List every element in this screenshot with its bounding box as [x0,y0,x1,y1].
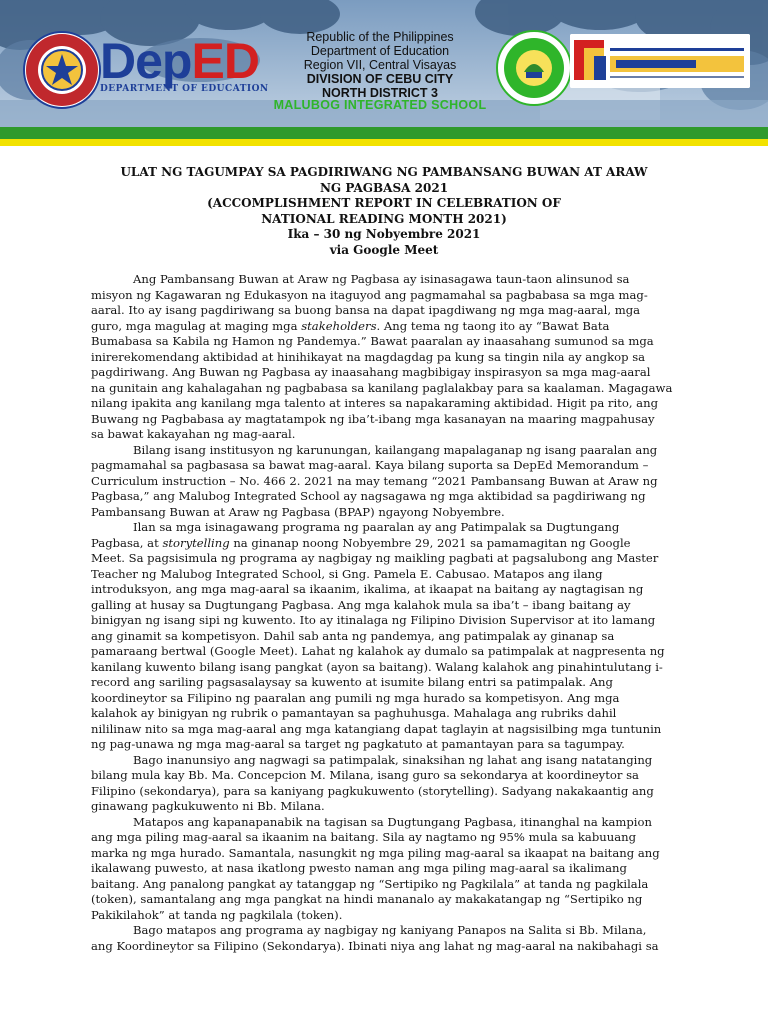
text-line: Filipino (sekondarya), para sa kaniyang pagkukuwento (storytelling). Sadyang nakakaantig ang [91,783,654,798]
deped-letter: D [100,33,136,89]
district-line: NORTH DISTRICT 3 [322,86,438,100]
title-line: NATIONAL READING MONTH 2021) [261,211,507,226]
green-divider-band [0,127,768,139]
title-line: (ACCOMPLISHMENT REPORT IN CELEBRATION OF [207,196,561,211]
text-line: sa bawat kakayahan ng mag-aaral. [91,427,296,441]
paragraph-intro [91,272,675,443]
text-line [91,536,675,552]
department-line: Department of Education [310,44,450,58]
school-seal-logo [496,30,572,106]
report-body [91,272,675,954]
title-line: NG PAGBASA 2021 [319,180,449,195]
text-line: Teacher ng Malubog Integrated School, si Gng. Pamela E. Cabusao. Matapos ang ilang [91,566,603,581]
text-line: Bago matapos ang programa ay nagbigay ng kaniyang Panapos na Salita si Bb. Milana, [133,923,647,937]
text-line: Buwang ng Pagbabasa ay magtatampok ng iba’t-ibang mga kasanayan na maaring magpahusay [91,411,655,426]
text-line: Matapos ang kapanapanabik na tagisan sa Dugtungang Pagbasa, itinanghal na kampion [133,814,652,829]
text-line: Bago inanunsiyo ang nagwagi sa patimpalak, sinaksihan ng lahat ang isang natatanging [133,752,653,767]
text-line [91,319,675,335]
text-line: ikalawang puwesto, at nasa ikatlong pwesto naman ang mga piling mag-aaral sa ikalimang [91,861,627,875]
text-line: ginawang pagkukuwento ni Bb. Milana. [91,799,325,813]
text-line: ng pag-unawa ng mga mag-aaral sa target ng pagkatuto at pamantayan para sa tagumpay. [91,737,625,751]
text-line: kalahok ay binigyan ng rubrik o pamantayan sa paghuhusga. Mahalaga ang rubriks dahil [91,706,617,720]
division-seal-logo [22,30,102,110]
text-line: (token), samantalang ang mga pangkat na hindi mananalo ay makakatangap ng “Sertipiko ng [91,892,643,906]
text-span: na ginanap noong Nobyembre 29, 2021 sa pamamagitan ng Google [229,535,631,550]
date-line: Ika – 30 ng Nobyembre 2021 [287,227,481,242]
text-line: Bumabasa sa Kabila ng Hamon ng Pandemya.” Bawat paaralan ay inaasahang sumunod sa mga [91,334,654,348]
deped-letter: E [191,33,224,89]
text-line: pamaraang bertwal (Google Meet). Lahat ng kalahok ay dumalo sa patimpalak at nagpresenta ng [91,644,665,658]
text-line: bilang mula kay Bb. Ma. Concepcion M. Milana, isang guro sa sekondarya at koordineytor sa [91,768,639,782]
text-span: guro, mga magulag at maging mga [91,318,302,333]
text-span: . Ang tema ng taong ito ay “Bawat Bata [376,318,610,333]
text-line: aaral. Ito ay isang pagdiriwang sa buong bansa na dapat ipagdiwang ng mga mag-aaral, mga [91,303,641,317]
paragraph-programs [91,520,675,753]
deped-letter: e [135,33,162,89]
text-line: kanilang kuwento bilang isang pangkat (ayon sa baitang). Walang kalahok ang pinahintulutang i- [91,659,663,674]
deped-subtitle: DEPARTMENT OF EDUCATION [100,84,269,94]
text-line: Ilan sa mga isinagawang programa ng paaralan ay ang Patimpalak sa Dugtungang [133,520,620,534]
paragraph-memorandum [91,443,675,521]
text-line: Curriculum instruction – No. 466 2. 2021 na may temang “2021 Pambansang Buwan at Araw ng [91,473,658,488]
text-line: inirerekomendang aktibidad at hinihikayat na magdagdag pa kung sa tingin nila ay angkop sa [91,349,646,364]
text-line: pagdiriwang. Ang Buwan ng Pagbasa ay inaasahang magbibigay inspirasyon sa mga mag-aaral [91,365,651,379]
republic-line: Republic of the Philippines [306,30,454,44]
deped-logo [100,33,269,94]
letterhead-text [262,30,498,100]
text-span: Pagbasa, at [91,535,163,550]
text-line: Pambansang Buwan at Araw ng Pagbasa (BPAP) ngayong Nobyembre. [91,504,505,519]
region-line: Region VII, Central Visayas [303,58,457,72]
italic-term: storytelling [162,535,230,550]
text-line: ang ginamit sa kompetisyon. Dahil sab anta ng pandemya, ang patimpalak ay ginanap sa [91,628,615,643]
paragraph-closing [91,923,675,954]
paragraph-winners [91,815,675,924]
text-line: nililinaw nito sa mga mag-aaral ang mga katangiang dapat taglayin at nagsisilbing mga tuntunin [91,721,662,736]
text-line: Ang Pambansang Buwan at Araw ng Pagbasa ay isinasagawa taun-taon alinsunod sa [133,272,630,286]
text-line: record ang sariling pagsasalaysay sa kuwento at isumite bilang entri sa patimpalak. Ang [91,675,613,689]
text-line: Pagbasa,” ang Malubog Integrated School ay nagsagawa ng mga aktibidad sa pagdiriwang ng [91,489,646,503]
deped-letter: p [161,33,192,89]
text-line: misyon ng Kagawaran ng Edukasyon na itaguyod ang pagmamahal sa pagbabasa sa mga mag- [91,287,648,302]
text-line: ang Koordineytor sa Filipino (Sekondarya). Ibinati niya ang lahat ng mag-aaral na nakibahagi sa [91,938,659,953]
text-line: baitang. Ang panalong pangkat ay tatanggap ng “Sertipiko ng Pagkilala” at tanda ng pagkilala [91,876,649,891]
school-name: MALUBOG INTEGRATED SCHOOL [273,98,487,112]
deped-letter: D [223,33,259,89]
text-line: Bilang isang institusyon ng karunungan, kailangang mapalaganap ng isang paaralan ang [133,442,658,457]
text-line: binigyan ng isang sipi ng kuwento. Ito ay itinalaga ng Filipino Division Supervisor at ito lamang [91,613,656,627]
title-line: ULAT NG TAGUMPAY SA PAGDIRIWANG NG PAMBANSANG BUWAN AT ARAW [120,165,648,179]
report-title [80,165,688,259]
yellow-divider-band [0,139,768,146]
paragraph-storytelling [91,753,675,815]
letterhead-banner [0,0,768,146]
text-line: pagmamahal sa pagbasasa sa bawat mag-aaral. Kaya bilang suporta sa DepEd Memorandum – [91,458,649,472]
text-line: Meet. Sa pagsisimula ng programa ay nagbigay ng maikling pagbati at pagsalubong ang Master [91,551,659,565]
venue-line: via Google Meet [329,242,439,257]
text-line: galling at husay sa Dugtungang Pagbasa. Ang mga kalahok mula sa iba’t – ibang baitang ay [91,597,631,612]
text-line: ang mga piling mag-aaral sa ikaanim na baitang. Sila ay nagtamo ng 95% mula sa kabuuang [91,830,636,844]
text-line: na gunitain ang kahalagahan ng pagbabasa sa kanilang paglalakbay para sa kaalaman. Magagawa [91,380,673,395]
italic-term: stakeholders [301,318,377,333]
text-line: marka ng mga hurado. Samantala, nasungkit ng mga piling mag-aaral sa ikaapat na baitang ang [91,845,660,860]
text-line: introduksyon, ang mga mag-aaral sa ikaanim, ikalima, at ikaapat na baitang ay nagtagisan ng [91,582,644,596]
division-line: DIVISION OF CEBU CITY [306,72,454,86]
edukalidad-banner-logo [570,34,750,88]
text-line: koordineytor sa Filipino ng paaralan ang pumili ng mga hurado sa kompetisyon. Ang mga [91,690,620,705]
text-line: Pakikilahok” at tanda ng pagkilala (token). [91,907,343,922]
text-line: nilang ipakita ang kanilang mga talento at interes sa napakaraming aktibidad. Higit pa rito, ang [91,396,658,410]
